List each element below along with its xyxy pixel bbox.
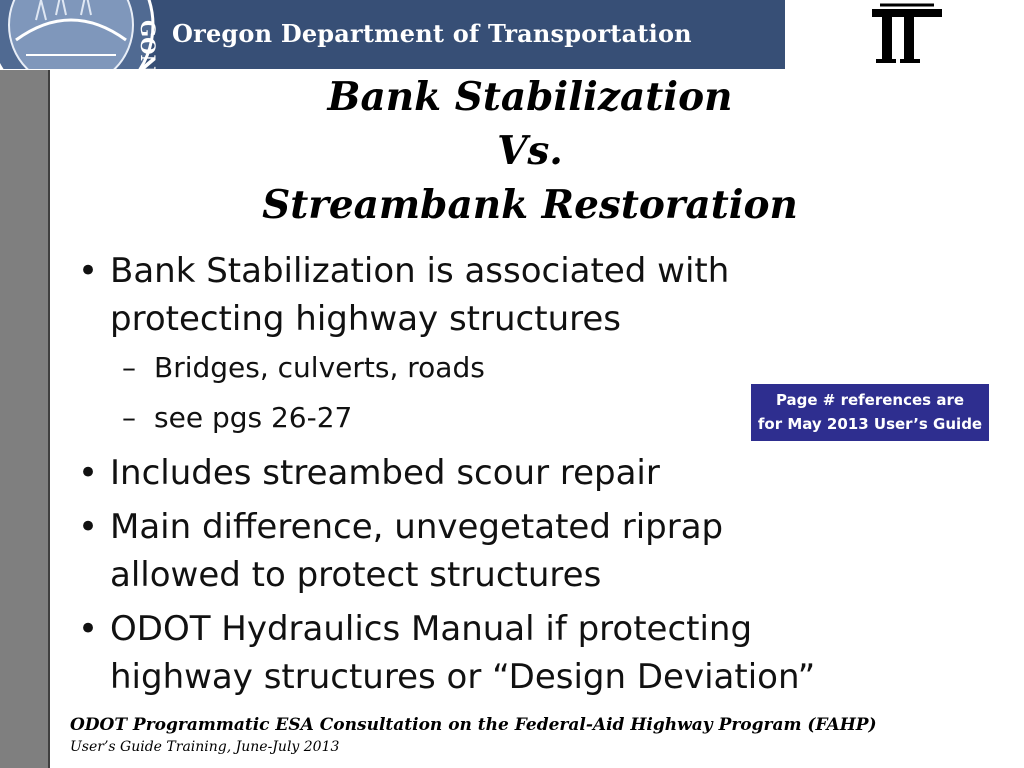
sub-bullet-symbol: –: [122, 401, 136, 434]
odot-logo-icon: [866, 3, 948, 65]
oregon-state-seal-icon: [0, 0, 166, 73]
sub-bullet-symbol: –: [122, 351, 136, 384]
bullet-item: [70, 605, 970, 701]
bullet-symbol: •: [78, 507, 99, 547]
note-line: for May 2013 User’s Guide: [757, 415, 983, 433]
footer-title: ODOT Programmatic ESA Consultation on the Federal-Aid Highway Program (FAHP): [70, 715, 877, 735]
page-reference-note: [751, 384, 989, 441]
bullet-symbol: •: [78, 251, 99, 291]
bullet-line: Main difference, unvegetated riprap: [110, 507, 724, 547]
bullet-line: allowed to protect structures: [110, 555, 602, 595]
footer-subtitle: User’s Guide Training, June-July 2013: [70, 739, 340, 755]
bullet-line: protecting highway structures: [110, 299, 621, 339]
bullet-line: Includes streambed scour repair: [110, 453, 660, 493]
bullet-line: highway structures or “Design Deviation”: [110, 657, 816, 697]
left-sidebar-bar: [0, 70, 50, 768]
slide-title: [130, 70, 930, 232]
bullet-item: [70, 449, 970, 497]
bullet-item: [70, 247, 970, 343]
title-line: Bank Stabilization: [327, 74, 733, 120]
note-line: Page # references are: [775, 391, 965, 409]
banner-title: Oregon Department of Transportation: [172, 19, 692, 48]
bullet-item: [70, 503, 970, 599]
title-line: Vs.: [497, 128, 563, 174]
sub-bullet-text: see pgs 26-27: [154, 401, 353, 434]
sub-bullet-text: Bridges, culverts, roads: [154, 351, 485, 384]
title-line: Streambank Restoration: [262, 182, 798, 228]
bullet-list: [70, 247, 970, 701]
bullet-symbol: •: [78, 609, 99, 649]
bullet-symbol: •: [78, 453, 99, 493]
bullet-line: ODOT Hydraulics Manual if protecting: [110, 609, 753, 649]
bullet-line: Bank Stabilization is associated with: [110, 251, 730, 291]
odot-header-banner: [0, 0, 785, 73]
seal-text: GON: [136, 20, 160, 73]
